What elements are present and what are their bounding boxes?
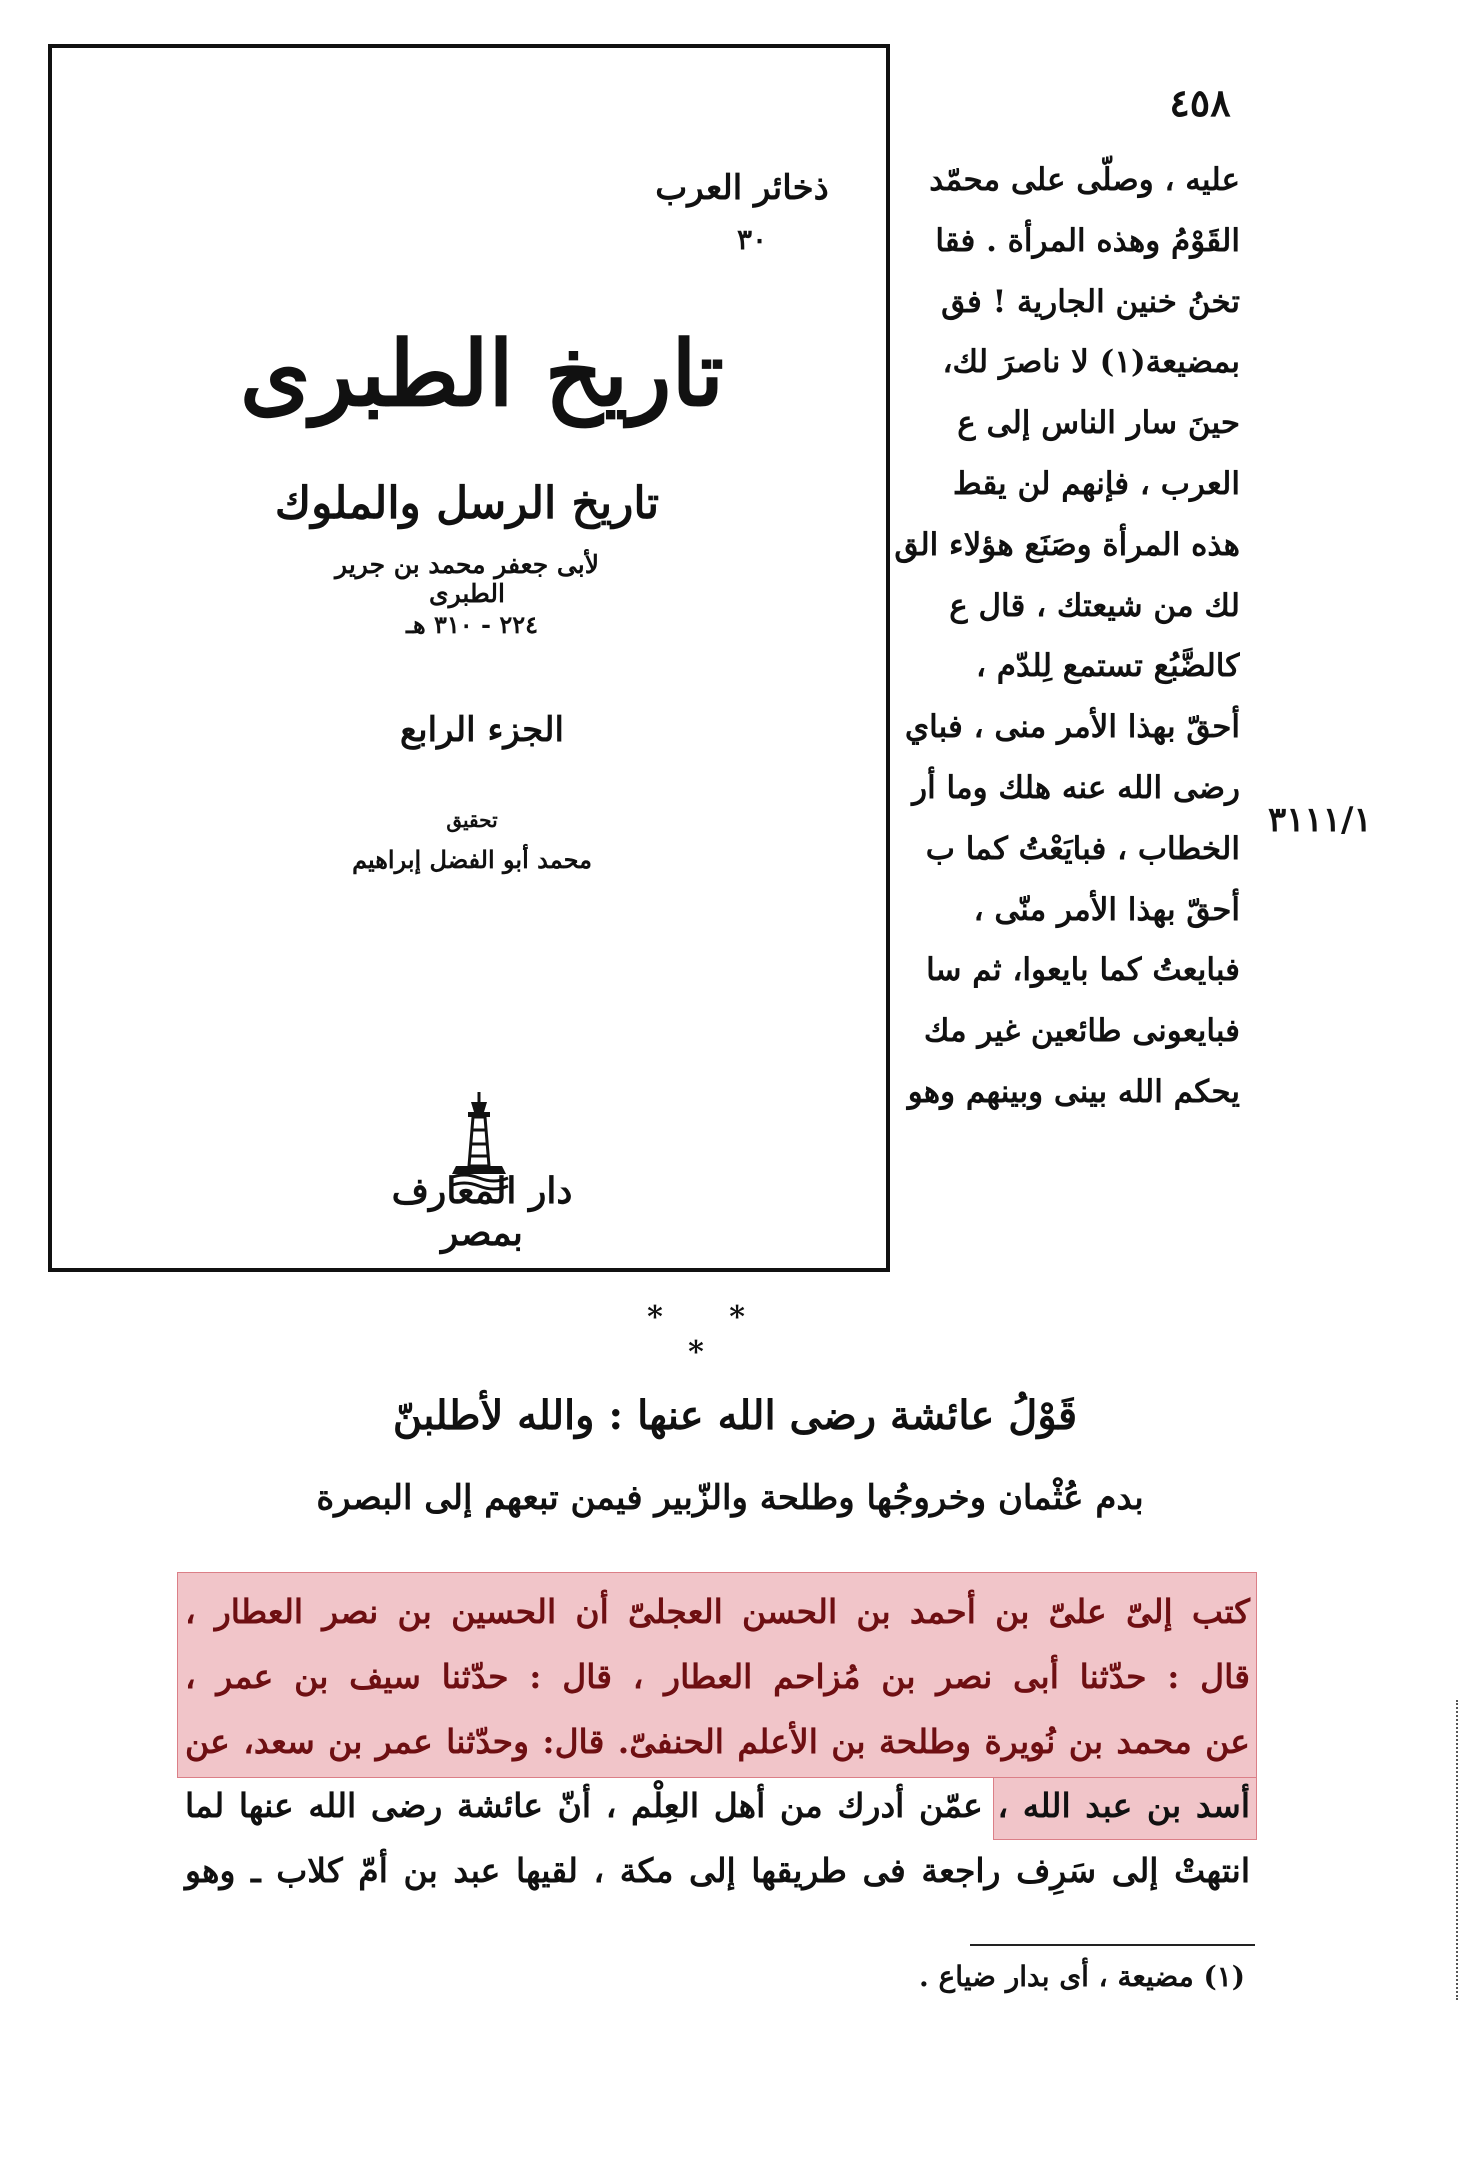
editor-name: محمد أبو الفضل إبراهيم bbox=[352, 845, 592, 874]
text-line: عليه ، وصلّى على محمّد bbox=[929, 162, 1240, 198]
book-cover-inset bbox=[48, 44, 890, 1272]
text-line: لك من شيعتك ، قال ع bbox=[949, 587, 1240, 624]
volume-label: الجزء الرابع bbox=[400, 710, 564, 750]
text-line: أسد بن عبد الله ، عمّن أدرك من أهل العِلْم ، أنّ عائشة رضى الله عنها لما bbox=[185, 1786, 1250, 1826]
text-line: الخطاب ، فبايَعْتُ كما ب bbox=[925, 830, 1240, 867]
text-line: فبايعتُ كما بايعوا، ثم سا bbox=[926, 952, 1240, 989]
scan-edge-mark bbox=[1456, 1700, 1468, 2000]
highlighted-text-line: قال : حدّثنا أبى نصر بن مُزاحم العطار ، قال : حدّثنا سيف بن عمر ، bbox=[185, 1656, 1250, 1696]
section-heading: قَوْلُ عائشة رضى الله عنها : والله لأطلبنّ bbox=[392, 1392, 1078, 1439]
text-line: بمضيعة(١) لا ناصرَ لك، bbox=[942, 344, 1240, 381]
text-line: أحقّ بهذا الأمر منّى ، bbox=[973, 891, 1240, 928]
publisher-name: دار المعارف بمصر bbox=[391, 1170, 573, 1254]
text-line: فبايعونى طائعين غير مك bbox=[923, 1013, 1240, 1050]
text-line: أحقّ بهذا الأمر منى ، فباي bbox=[904, 709, 1240, 746]
text-line: العرب ، فإنهم لن يقط bbox=[952, 465, 1240, 502]
text-line: كالضَّبُع تستمع لِلدّم ، bbox=[976, 648, 1240, 685]
editor-label: تحقيق bbox=[446, 808, 498, 832]
text-line: هذه المرأة وصَنَع هؤلاء الق bbox=[894, 526, 1240, 563]
text-line: انتهتْ إلى سَرِف راجعة فى طريقها إلى مكة ، لقيها عبد بن أمّ كلاب ـ وهو bbox=[185, 1851, 1251, 1891]
text-line: رضى الله عنه هلك وما أر bbox=[912, 769, 1240, 806]
book-subtitle: تاريخ الرسل والملوك bbox=[274, 478, 660, 529]
book-dates: ٢٢٤ - ٣١٠ هـ bbox=[405, 610, 539, 639]
margin-reference: ٣١١١/١ bbox=[1268, 800, 1372, 840]
text-line: حينَ سار الناس إلى ع bbox=[957, 405, 1240, 442]
section-subheading: بدم عُثْمان وخروجُها وطلحة والزّبير فيمن تبعهم إلى البصرة bbox=[316, 1478, 1144, 1518]
right-column-text bbox=[880, 150, 1240, 1123]
body-paragraph bbox=[185, 1580, 1250, 1904]
text-line: يحكم الله بينى وبينهم وهو bbox=[907, 1073, 1240, 1110]
series-number: ٣٠ bbox=[736, 223, 768, 256]
highlighted-text-line: كتب إلىّ علىّ بن أحمد بن الحسن العجلىّ أن الحسين بن نصر العطار ، bbox=[185, 1592, 1250, 1631]
book-title: تاريخ الطبرى bbox=[240, 321, 724, 427]
series-title: ذخائر العرب bbox=[655, 168, 829, 208]
section-separator: * * * bbox=[647, 1300, 773, 1370]
book-author: لأبى جعفر محمد بن جرير الطبرى bbox=[335, 550, 599, 608]
text-line: تخنُ خنين الجارية ! فق bbox=[941, 283, 1240, 320]
footnote-divider bbox=[970, 1944, 1255, 1946]
footnote: (١) مضيعة ، أى بدار ضياع . bbox=[918, 1960, 1245, 1993]
text-line: القَوْمُ وهذه المرأة . فقا bbox=[935, 222, 1240, 259]
highlighted-text-line: عن محمد بن نُويرة وطلحة بن الأعلم الحنفىّ. قال: وحدّثنا عمر بن سعد، عن bbox=[185, 1721, 1250, 1761]
page-number: ٤٥٨ bbox=[1169, 80, 1231, 125]
